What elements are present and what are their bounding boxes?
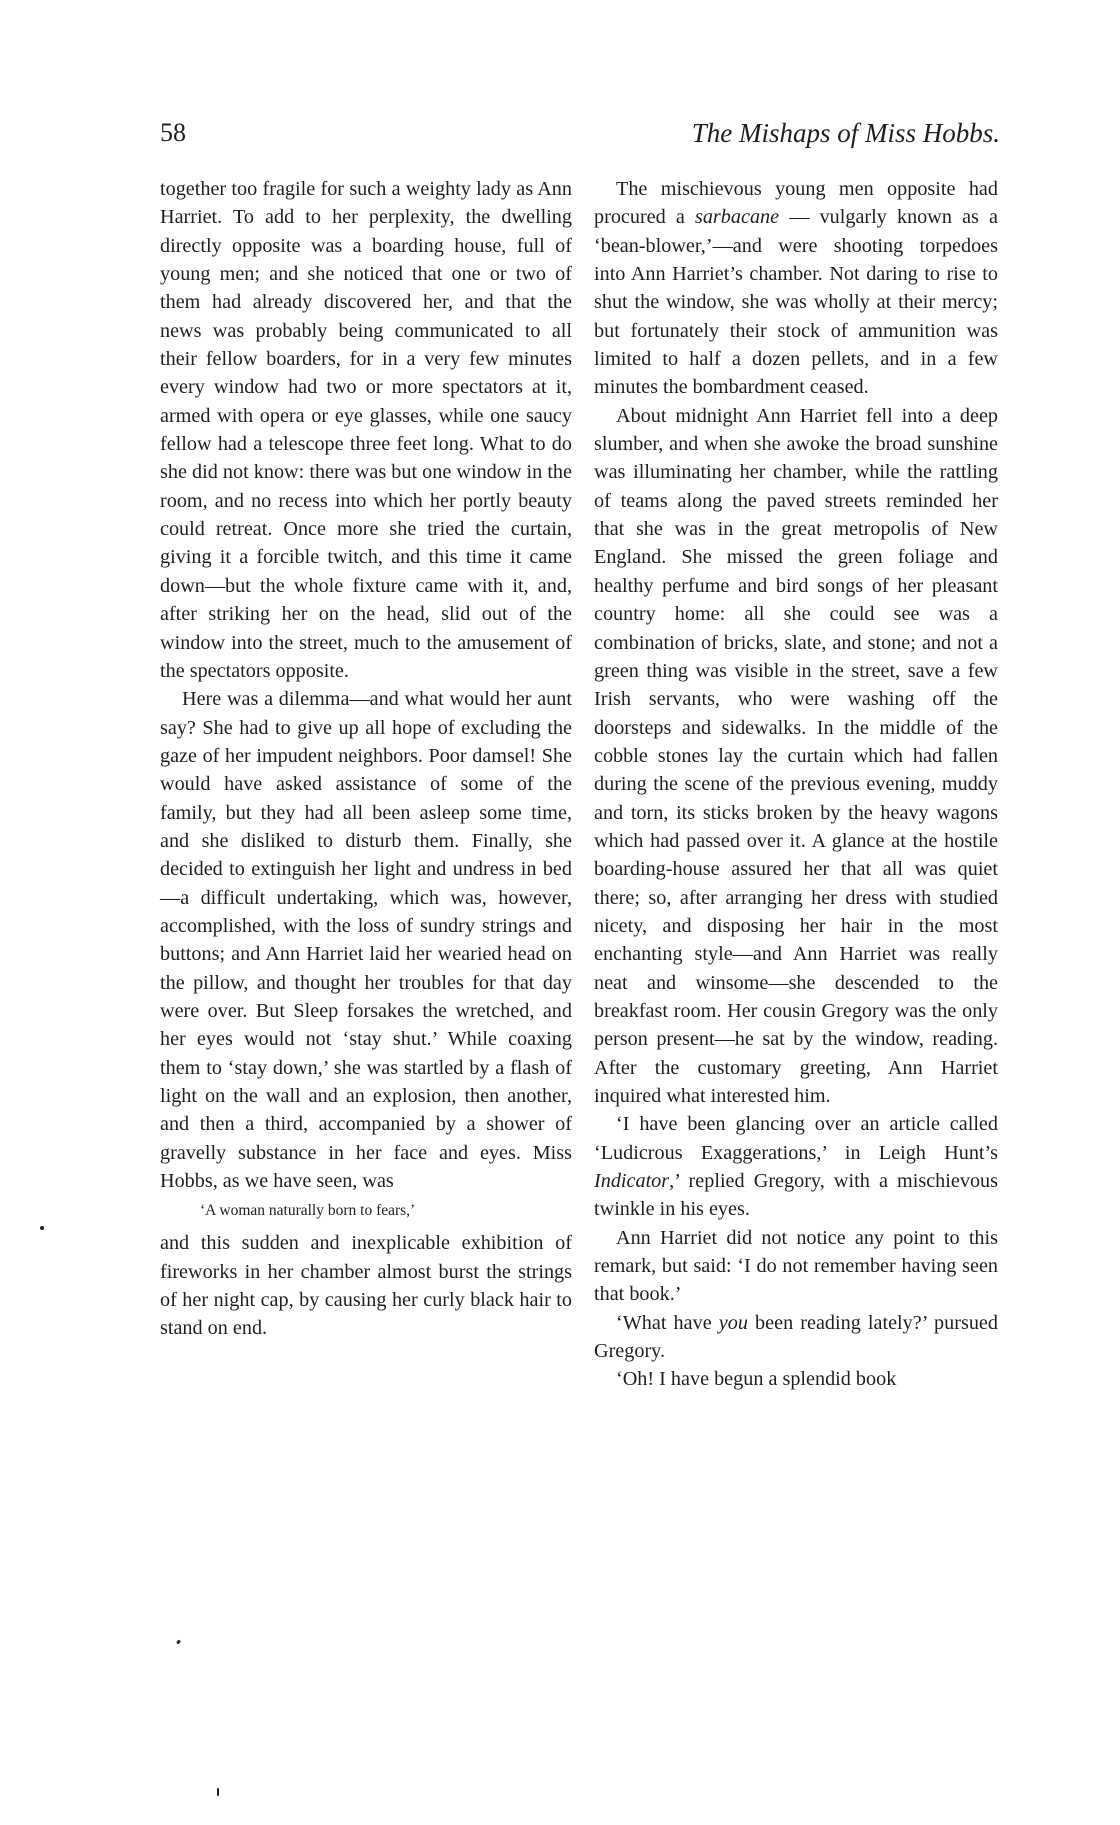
left-paragraph-2: Here was a dilemma—and what would her aunt say? She had to give up all hope of excluding the gaze of her impudent neighbors. Poor damsel! She would have asked assistance of some of the family, but they had all been asleep some time, and she disliked to disturb them. Finally, she decided to extinguish her light and undress in bed—a difficult undertaking, which was, however, accomplished, with the loss of sundry strings and buttons; and Ann Harriet laid her wearied head on the pillow, and thought her troubles for that day were over. But Sleep forsakes the wretched, and her eyes would not ‘stay shut.’ While coaxing them to ‘stay down,’ she was startled by a flash of light on the wall and an explosion, then another, and then a third, accompanied by a shower of gravelly substance in her face and eyes. Miss Hobbs, as we have seen, was: [160, 688, 572, 1193]
italic-term: sarbacane: [694, 206, 780, 229]
page-header: [160, 118, 1000, 158]
text-run: ‘What have: [616, 1311, 719, 1334]
text-run: The mischievous young men opposite had procured a: [594, 178, 998, 229]
right-paragraph-3: [594, 1110, 998, 1223]
right-paragraph-4: Ann Harriet did not notice any point to this remark, but said: ‘I do not remember having seen that book.’: [594, 1226, 998, 1306]
italic-title: Indicator: [594, 1170, 670, 1193]
right-paragraph-2: About midnight Ann Harriet fell into a deep slumber, and when she awoke the broad sunshine was illuminating her chamber, while the rattling of teams along the paved streets reminded her that she was in the great metropolis of New England. She missed the green foliage and healthy perfume and bird songs of her pleasant country home: all she could see was a combination of bricks, slate, and stone; and not a green thing was visible in the street, save a few Irish servants, who were washing off the doorsteps and sidewalks. In the middle of the cobble stones lay the curtain which had fallen during the scene of the previous evening, muddy and torn, its sticks broken by the heavy wagons which had passed over it. A glance at the hostile boarding-house assured her that all was quiet there; so, after arranging her dress with studied nicety, and disposing her hair in the most enchanting style—and Ann Harriet was really neat and winsome—she descended to the breakfast room. Her cousin Gregory was the only person present—he sat by the window, reading. After the customary greeting, Ann Harriet inquired what interested him.: [594, 404, 998, 1107]
left-paragraph-3: and this sudden and inexplicable exhibition of fireworks in her chamber almost burst the strings of her night cap, by causing her curly black hair to stand on end.: [160, 1232, 572, 1340]
left-column: [160, 175, 572, 1343]
right-column: [594, 175, 998, 1394]
text-run: been reading lately?’ pursued Gregory.: [594, 1311, 998, 1363]
right-paragraph-1: [594, 175, 998, 402]
text-run: — vulgarly known as a ‘bean-blower,’—and were shooting torpedoes into Ann Harriet’s chamber. Not daring to rise to shut the window, she was wholly at their mercy; but fortunately their stock of ammunition was limited to half a dozen pellets, and in a few minutes the bombardment ceased.: [594, 206, 998, 399]
italic-word: you: [718, 1311, 748, 1334]
ink-speck: [40, 1226, 44, 1230]
page-number: 58: [160, 118, 186, 147]
running-title: The Mishaps of Miss Hobbs.: [691, 118, 1000, 148]
verse-quote: ‘A woman naturally born to fears,’: [200, 1202, 416, 1220]
left-paragraph-1: together too fragile for such a weighty lady as Ann Harriet. To add to her perplexity, the dwelling directly opposite was a boarding house, full of young men; and she noticed that one or two of them had already discovered her, and that the news was probably being communicated to all their fellow boarders, for in a very few minutes every window had two or more spectators at it, armed with opera or eye glasses, while one saucy fellow had a telescope three feet long. What to do she did not know: there was but one window in the room, and no recess into which her portly beauty could retreat. Once more she tried the curtain, giving it a forcible twitch, and this time it came down—but the whole fixture came with it, and, after striking her on the head, slid out of the window into the street, much to the amusement of the spectators opposite.: [160, 178, 572, 682]
ink-speck: [176, 1640, 181, 1645]
right-paragraph-5: [594, 1309, 998, 1366]
ink-speck: [217, 1788, 219, 1796]
text-run: ‘I have been glancing over an article called ‘Ludicrous Exaggerations,’ in Leigh Hunt’s: [594, 1113, 998, 1164]
text-run: ,’ replied Gregory, with a mischievous twinkle in his eyes.: [594, 1170, 998, 1221]
right-paragraph-6: ‘Oh! I have begun a splendid book: [616, 1368, 897, 1391]
